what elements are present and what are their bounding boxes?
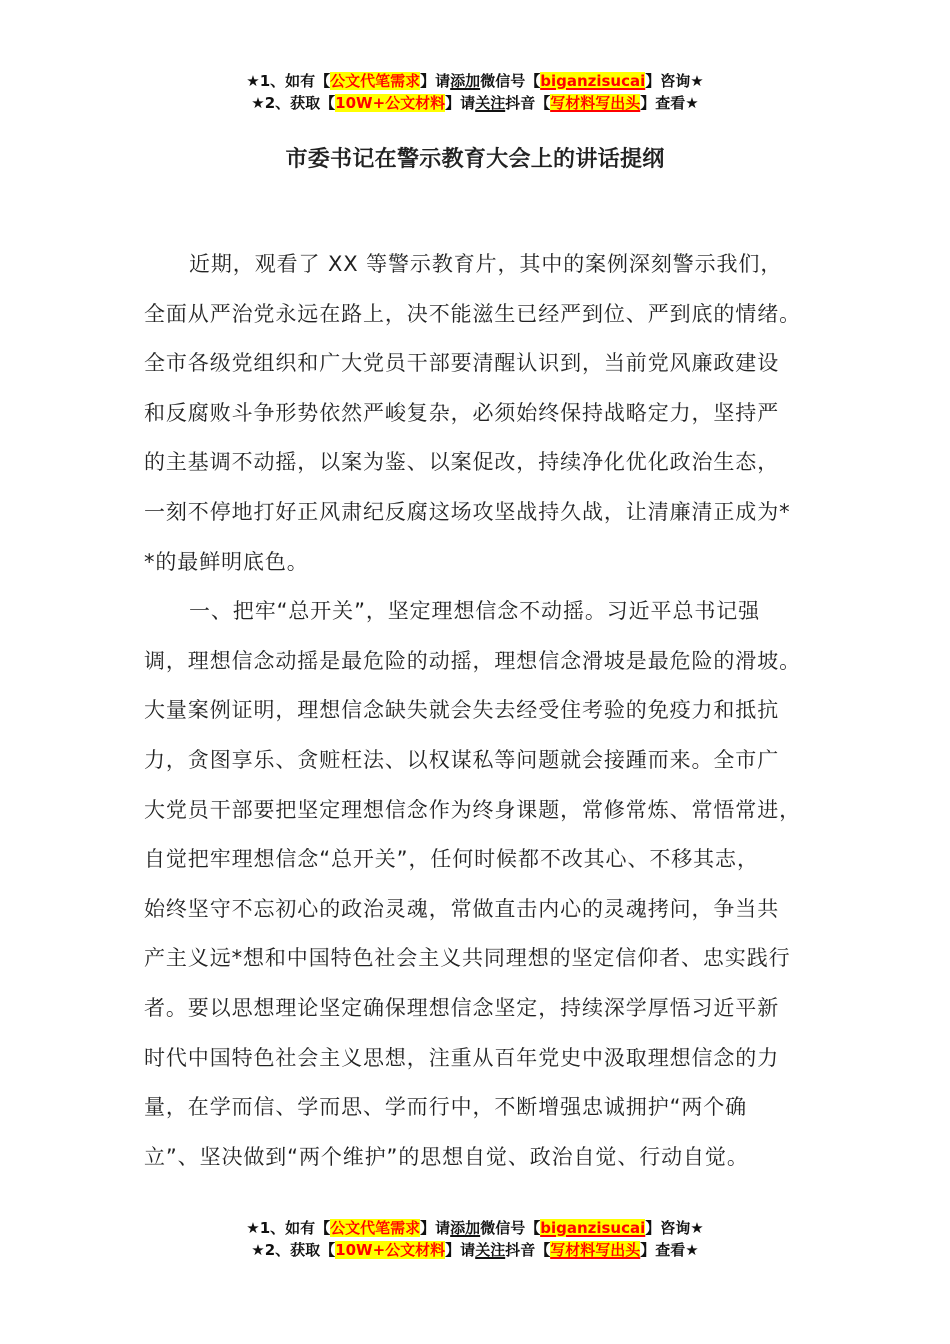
text-line: 产主义远*想和中国特色社会主义共同理想的坚定信仰者、忠实践行: [144, 946, 791, 971]
promo-wechat-id: biganzisucai: [540, 1219, 646, 1237]
star-icon: ★: [690, 1219, 704, 1237]
text-line: 一、把牢“总开关”，坚定理想信念不动摇。习近平总书记强: [189, 599, 761, 624]
text-line: 量，在学而信、学而思、学而行中，不断增强忠诚拥护“两个确: [144, 1095, 748, 1120]
paragraph-section-1: [144, 587, 834, 1182]
promo-text: 】请: [420, 72, 451, 90]
promo-text: 2、获取【: [264, 1241, 336, 1259]
promo-line-1: [0, 1217, 950, 1239]
promo-banner-bottom: [0, 1217, 950, 1261]
star-icon: ★: [251, 94, 265, 112]
promo-text: 】请: [445, 94, 476, 112]
promo-text: 抖音【: [505, 1241, 551, 1259]
promo-douyin-id: 写材料写出头: [550, 94, 641, 112]
paragraph-intro: [144, 240, 834, 587]
promo-text: 2、获取【: [264, 94, 336, 112]
text-line: 近期，观看了 XX 等警示教育片，其中的案例深刻警示我们，: [189, 252, 783, 276]
document-title: 市委书记在警示教育大会上的讲话提纲: [285, 147, 665, 172]
star-icon: ★: [246, 1219, 260, 1237]
promo-text: 】查看: [640, 94, 686, 112]
promo-text: 】查看: [640, 1241, 686, 1259]
text-line: 大量案例证明，理想信念缺失就会失去经受住考验的免疫力和抵抗: [144, 698, 780, 723]
text-line: 调，理想信念动摇是最危险的动摇，理想信念滑坡是最危险的滑坡。: [144, 648, 801, 673]
promo-underline: 添加: [450, 72, 481, 90]
star-icon: ★: [246, 72, 260, 90]
promo-highlight: 公文代笔需求: [330, 1219, 421, 1237]
star-icon: ★: [685, 94, 699, 112]
promo-line-2: [0, 92, 950, 114]
promo-line-1: [0, 70, 950, 92]
promo-underline: 关注: [475, 94, 506, 112]
promo-text: 1、如有【: [259, 72, 331, 90]
text-line: 力，贪图享乐、贪赃枉法、以权谋私等问题就会接踵而来。全市广: [144, 747, 780, 772]
promo-banner-top: [0, 70, 950, 114]
promo-highlight: 公文代笔需求: [330, 72, 421, 90]
promo-text: 抖音【: [505, 94, 551, 112]
document-body: [144, 240, 834, 1182]
star-icon: ★: [685, 1241, 699, 1259]
star-icon: ★: [690, 72, 704, 90]
text-line: 和反腐败斗争形势依然严峻复杂，必须始终保持战略定力，坚持严: [144, 400, 780, 425]
promo-wechat-id: biganzisucai: [540, 72, 646, 90]
promo-text: 1、如有【: [259, 1219, 331, 1237]
promo-text: 】请: [445, 1241, 476, 1259]
promo-underline: 关注: [475, 1241, 506, 1259]
text-line: *的最鲜明底色。: [144, 549, 309, 574]
text-line: 立”、坚决做到“两个维护”的思想自觉、政治自觉、行动自觉。: [144, 1144, 749, 1169]
text-line: 的主基调不动摇，以案为鉴、以案促改，持续净化优化政治生态，: [144, 450, 780, 475]
text-line: 者。要以思想理论坚定确保理想信念坚定，持续深学厚悟习近平新: [144, 995, 780, 1020]
text-line: 一刻不停地打好正风肃纪反腐这场攻坚战持久战，让清廉清正成为*: [144, 499, 791, 524]
promo-text: 】请: [420, 1219, 451, 1237]
text-line: 全市各级党组织和广大党员干部要清醒认识到，当前党风廉政建设: [144, 351, 780, 376]
promo-text: 微信号【: [480, 72, 541, 90]
promo-highlight: 10W+公文材料: [335, 1241, 446, 1259]
promo-douyin-id: 写材料写出头: [550, 1241, 641, 1259]
promo-text: 】咨询: [645, 1219, 691, 1237]
promo-text: 微信号【: [480, 1219, 541, 1237]
text-line: 始终坚守不忘初心的政治灵魂，常做直击内心的灵魂拷问，争当共: [144, 896, 780, 921]
text-line: 自觉把牢理想信念“总开关”，任何时候都不改其心、不移其志，: [144, 847, 759, 872]
promo-highlight: 10W+公文材料: [335, 94, 446, 112]
promo-text: 】咨询: [645, 72, 691, 90]
text-line: 大党员干部要把坚定理想信念作为终身课题，常修常炼、常悟常进，: [144, 797, 801, 822]
promo-underline: 添加: [450, 1219, 481, 1237]
promo-line-2: [0, 1239, 950, 1261]
text-line: 时代中国特色社会主义思想，注重从百年党史中汲取理想信念的力: [144, 1045, 780, 1070]
text-line: 全面从严治党永远在路上，决不能滋生已经严到位、严到底的情绪。: [144, 301, 801, 326]
star-icon: ★: [251, 1241, 265, 1259]
